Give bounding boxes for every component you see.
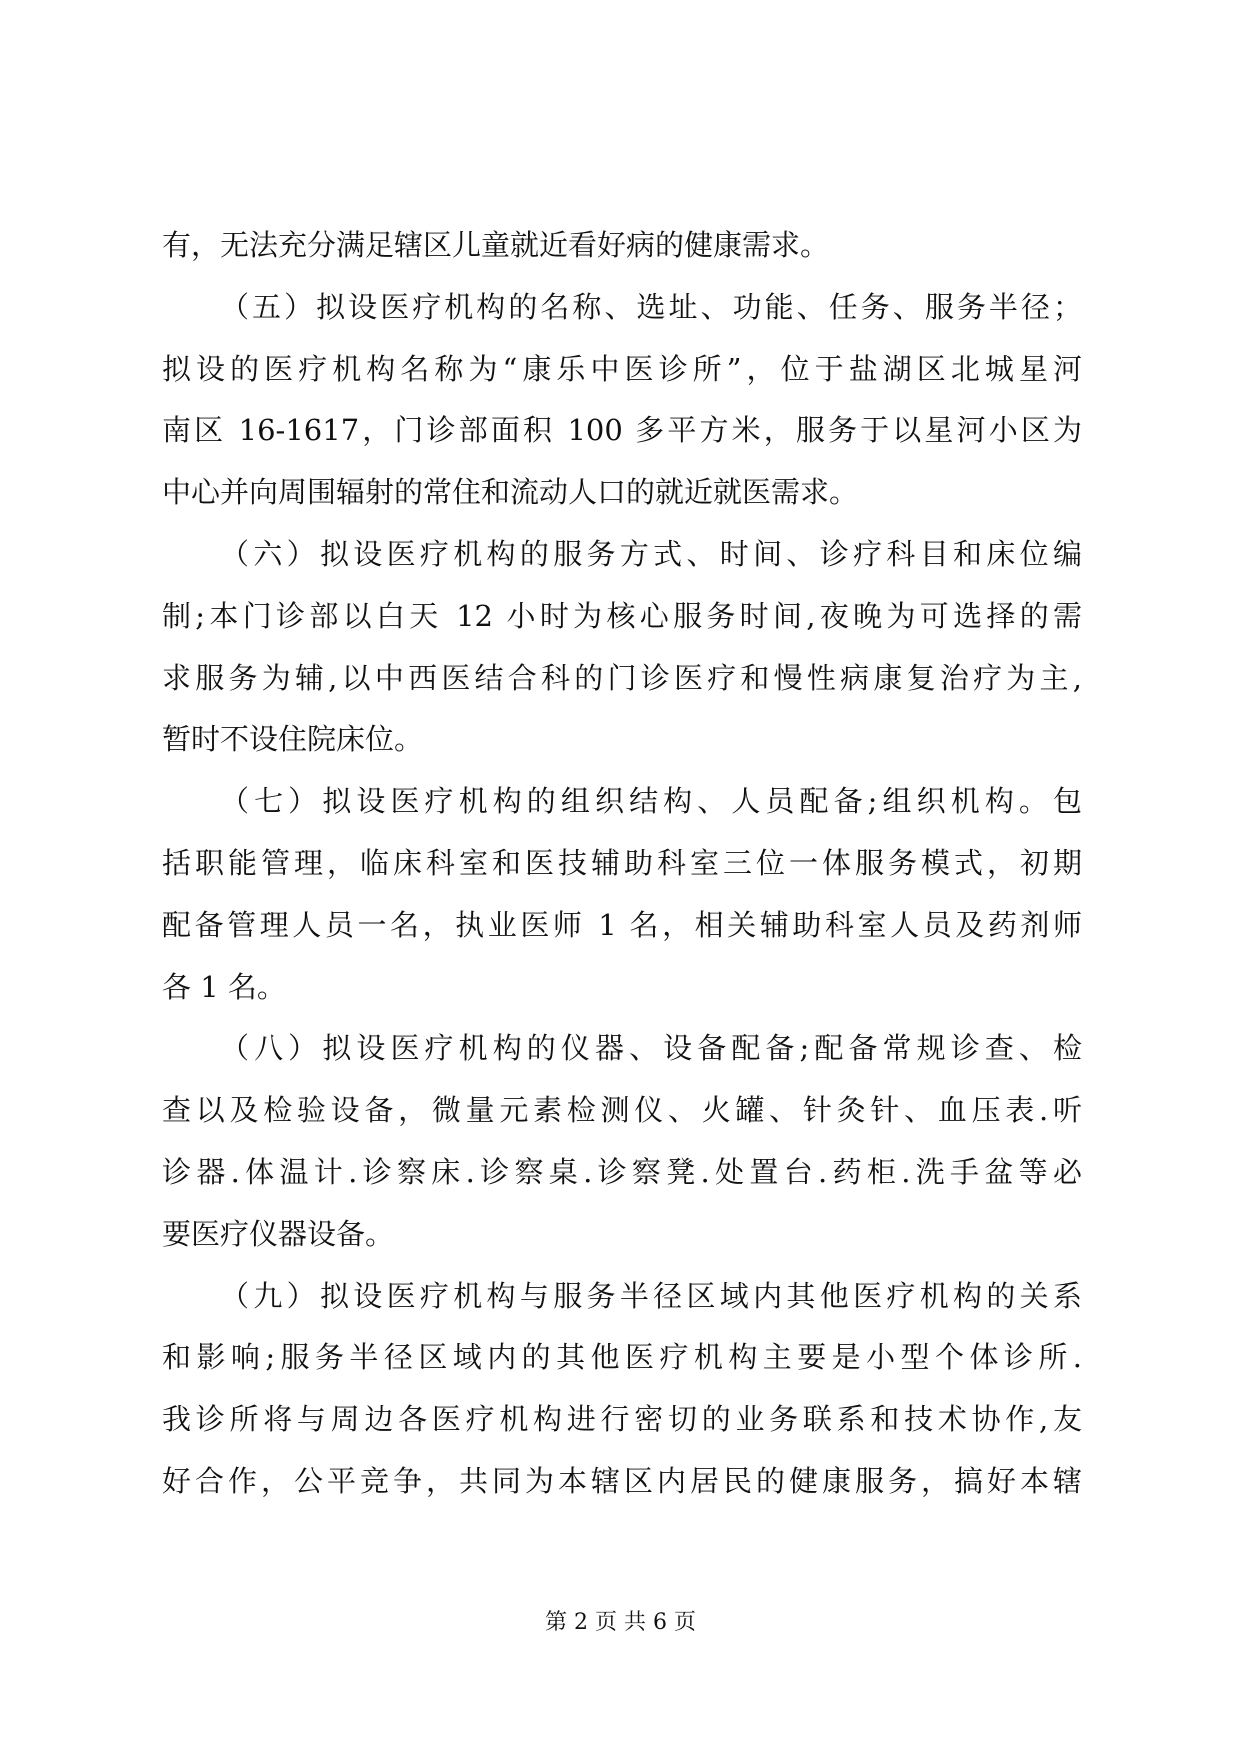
body-text <box>162 215 1082 1513</box>
text-line: （八）拟设医疗机构的仪器、设备配备;配备常规诊查、检 <box>220 1031 1082 1066</box>
page-footer: 第 2 页 共 6 页 <box>545 1610 696 1635</box>
text-line: （七）拟设医疗机构的组织结构、人员配备;组织机构。包 <box>220 784 1082 819</box>
text-line: 南区 16-1617，门诊部面积 100 多平方米，服务于以星河小区为 <box>162 413 1082 448</box>
text-line: 中心并向周围辐射的常住和流动人口的就近就医需求。 <box>162 475 859 510</box>
text-line: 要医疗仪器设备。 <box>162 1216 395 1251</box>
text-line: 和影响;服务半径区域内的其他医疗机构主要是小型个体诊所. <box>162 1340 1082 1375</box>
text-line: 拟设的医疗机构名称为“康乐中医诊所”，位于盐湖区北城星河 <box>162 351 1082 386</box>
text-line: 暂时不设住院床位。 <box>162 722 424 757</box>
text-line: 各 1 名。 <box>162 969 286 1004</box>
text-line: 诊器.体温计.诊察床.诊察桌.诊察凳.处置台.药柜.洗手盆等必 <box>162 1154 1082 1189</box>
text-line: 有，无法充分满足辖区儿童就近看好病的健康需求。 <box>162 228 830 262</box>
text-line: 查以及检验设备，微量元素检测仪、火罐、针灸针、血压表.听 <box>162 1093 1082 1128</box>
text-line: （九）拟设医疗机构与服务半径区域内其他医疗机构的关系 <box>220 1278 1082 1313</box>
text-line: 求服务为辅,以中西医结合科的门诊医疗和慢性病康复治疗为主, <box>162 660 1082 695</box>
text-line: 配备管理人员一名，执业医师 1 名，相关辅助科室人员及药剂师 <box>162 907 1082 942</box>
text-line: 我诊所将与周边各医疗机构进行密切的业务联系和技术协作,友 <box>162 1402 1082 1437</box>
text-line: 制;本门诊部以白天 12 小时为核心服务时间,夜晚为可选择的需 <box>162 598 1082 633</box>
text-line: （六）拟设医疗机构的服务方式、时间、诊疗科目和床位编 <box>220 536 1082 571</box>
text-line: 括职能管理，临床科室和医技辅助科室三位一体服务模式，初期 <box>162 845 1082 880</box>
text-line: 好合作，公平竞争，共同为本辖区内居民的健康服务，搞好本辖 <box>162 1463 1082 1498</box>
text-line: （五）拟设医疗机构的名称、选址、功能、任务、服务半径； <box>220 289 1082 324</box>
